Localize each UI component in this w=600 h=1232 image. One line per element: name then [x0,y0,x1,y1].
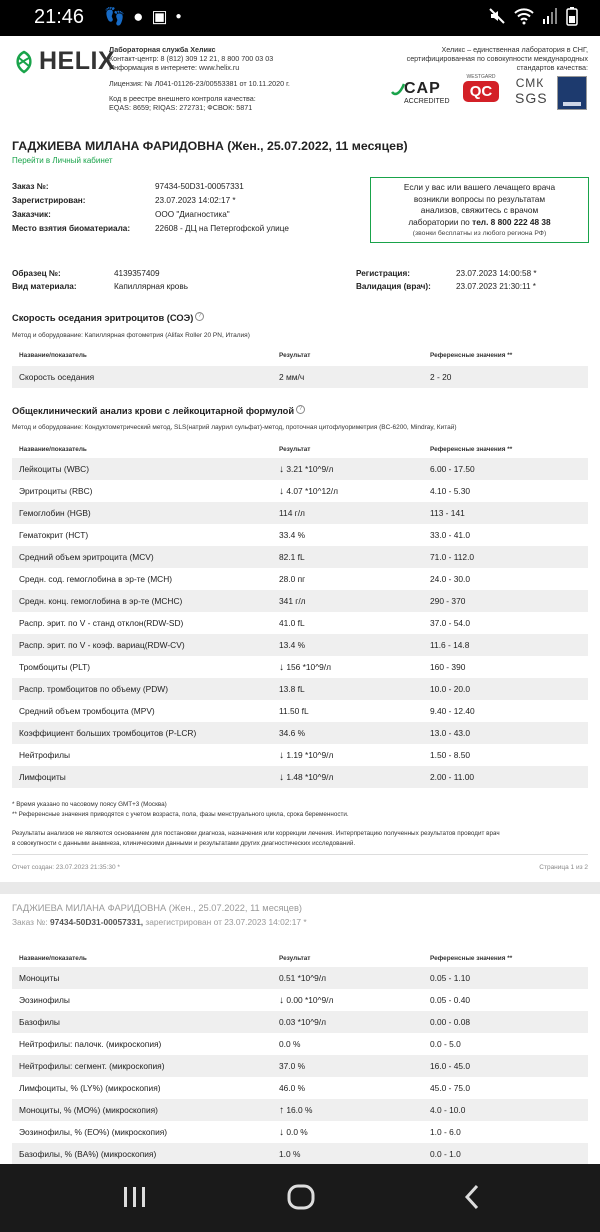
col-name: Название/показатель [19,352,87,359]
notes [12,800,588,819]
row-result: 3.21 *10^9/л [286,464,334,474]
esr-table-header [12,352,588,364]
row-name: Эозинофилы [19,995,70,1005]
battery-icon [566,6,578,26]
row-ref: 1.0 - 6.0 [430,1127,461,1137]
row-ref: 1.50 - 8.50 [430,750,471,760]
certification-logos [390,74,590,114]
report-created: Отчет создан: 23.07.2023 21:35:30 * [12,864,120,871]
row-result: 13.8 fL [279,684,305,694]
registration-label: Регистрация: [356,269,410,278]
chat-bubble-icon: ● [133,7,144,26]
cmk-label: СМК [515,76,545,90]
table-row [12,1055,588,1077]
global-assurance-logo [557,76,587,110]
logo-text: HELIX [39,47,116,75]
esr-method: Метод и оборудование: Капиллярная фотометрия (Alifax Roller 20 PN, Италия) [12,332,250,339]
row-ref: 160 - 390 [430,662,466,672]
mute-icon [488,7,506,25]
col-name: Название/показатель [19,955,87,962]
col-name: Название/показатель [19,446,87,453]
row-ref: 45.0 - 75.0 [430,1083,471,1093]
row-result: 82.1 fL [279,552,305,562]
note-time: * Время указано по часовому поясу GMT+3 (Москва) [12,801,167,808]
cert-line-1: Хеликс – единственная лаборатория в СНГ, [441,45,588,54]
notification-icons [104,7,182,27]
row-ref: 33.0 - 41.0 [430,530,471,540]
recent-apps-icon[interactable] [120,1182,150,1212]
row-ref: 13.0 - 43.0 [430,728,471,738]
row-ref: 4.0 - 10.0 [430,1105,466,1115]
cert-line-3: стандартов качества: [516,63,588,73]
row-name: Нейтрофилы: палочк. (микроскопия) [19,1039,162,1049]
table-row [12,967,588,989]
row-name: Лимфоциты, % (LY%) (микроскопия) [19,1083,161,1093]
cbc-method: Метод и оборудование: Кондуктометрический метод, SLS(натрий лаурил сульфат)-метод, проточная цитофлуориметрия (BC-6200, Mindray, Китай) [12,424,457,431]
row-name: Средний объем тромбоцита (MPV) [19,706,155,716]
table-row [12,722,588,744]
help-line-5: (звонки бесплатны из любого региона РФ) [412,230,547,237]
service-name: Лабораторная служба Хеликс [109,45,216,54]
sample-info [12,269,588,297]
row-name: Распр. тромбоцитов по объему (PDW) [19,684,168,694]
help-line-4: лаборатории по [408,216,470,227]
row-name: Средн. конц. гемоглобина в эр-те (MCHC) [19,596,183,606]
table-row [12,678,588,700]
row-result: 33.4 % [279,530,306,540]
row-name: Скорость оседания [19,372,95,382]
row-name: Нейтрофилы [19,750,71,760]
table-row [12,366,588,388]
table-row [12,612,588,634]
customer-label: Заказчик: [12,210,51,219]
row-ref: 11.6 - 14.8 [430,640,470,650]
validation-label: Валидация (врач): [356,282,431,291]
table-row [12,524,588,546]
sample-value: 4139357409 [114,269,160,278]
row-ref: 24.0 - 30.0 [430,574,471,584]
col-ref: Референсные значения ** [430,955,513,962]
sample-label: Образец №: [12,269,61,278]
row-name: Распр. эрит. по V - станд отклон(RDW-SD) [19,618,184,628]
row-name: Нейтрофилы: сегмент. (микроскопия) [19,1061,165,1071]
qc-label: QC [463,81,499,102]
row-arrow: ↓ [279,662,284,673]
validation-value: 23.07.2023 21:30:11 * [456,282,536,291]
row-result: 34.6 % [279,728,306,738]
contacts: Контакт-центр: 8 (812) 309 12 21, 8 800 700 03 03 [109,54,274,64]
table-row [12,766,588,788]
row-ref: 4.10 - 5.30 [430,486,471,496]
row-result: 1.19 *10^9/л [286,750,334,760]
material-value: Капиллярная кровь [114,282,188,291]
help-line-1: Если у вас или вашего лечащего врача [403,182,556,192]
row-result: 0.00 *10^9/л [286,995,334,1005]
col-ref: Референсные значения ** [430,352,513,359]
row-name: Моноциты, % (MO%) (микроскопия) [19,1105,158,1115]
row-result: 1.0 % [279,1149,301,1159]
row-name: Эритроциты (RBC) [19,486,93,496]
table-row [12,1077,588,1099]
signal-icon [542,7,558,25]
dot-icon: ● [175,11,182,22]
row-name: Лейкоциты (WBC) [19,464,90,474]
page2-table-header [12,955,588,967]
row-arrow: ↓ [279,486,284,497]
cert-line-2: сертифицированная по совокупности международных [406,54,588,64]
table-row [12,1011,588,1033]
table-row [12,634,588,656]
row-result: 114 г/л [279,508,305,518]
table-row [12,1033,588,1055]
registry-line-1: Код в реестре внешнего контроля качества: [109,93,256,103]
certification-text [392,45,588,73]
table-row [12,546,588,568]
row-name: Средний объем эритроцита (MCV) [19,552,154,562]
row-result: 37.0 % [279,1061,306,1071]
row-result: 28.0 пг [279,574,306,584]
row-result: 16.0 % [286,1105,313,1115]
table-row [12,590,588,612]
page2-order-suffix: зарегистрирован от 23.07.2023 14:02:17 * [145,917,307,927]
row-ref: 113 - 141 [430,508,465,518]
report-document[interactable] [0,36,600,1164]
row-result: 11.50 fL [279,706,309,716]
row-result: 341 г/л [279,596,306,606]
row-ref: 0.0 - 1.0 [430,1149,461,1159]
page-footer [12,864,588,871]
table-row [12,656,588,678]
cbc-title [12,405,305,416]
cap-swoosh-icon [390,82,406,98]
disclaimer-line-1: Результаты анализов не являются основанием для постановки диагноза, назначения или коррекции лечения. Интерпретацию полученных результатов проводит врач [12,830,500,837]
footprint-icon: 👣 [104,7,126,26]
col-result: Результат [279,352,311,359]
row-result: 13.4 % [279,640,306,650]
row-result: 2 мм/ч [279,372,305,382]
image-icon: ▣ [151,7,168,26]
order-label: Заказ №: [12,182,49,191]
westgard-qc-logo [463,74,499,102]
divider [12,854,588,855]
cbc-table-header [12,446,588,458]
row-ref: 290 - 370 [430,596,466,606]
page2-patient: ГАДЖИЕВА МИЛАНА ФАРИДОВНА (Жен., 25.07.2022, 11 месяцев) [12,903,302,913]
row-result: 1.48 *10^9/л [286,772,334,782]
row-name: Распр. эрит. по V - коэф. вариац(RDW-CV) [19,640,185,650]
status-bar [0,0,600,36]
android-nav-bar [0,1164,600,1232]
row-ref: 0.05 - 0.40 [430,995,471,1005]
table-row [12,744,588,766]
row-name: Лимфоциты [19,772,66,782]
cbc-title-text: Общеклинический анализ крови с лейкоцитарной формулой [12,406,295,417]
row-arrow: ↓ [279,772,284,783]
cap-logo [390,80,450,105]
info-icon[interactable]: ? [195,312,204,321]
license: Лицензия: № Л041-01126-23/00553381 от 10.11.2020 г. [109,78,290,88]
lab-info [109,45,329,112]
table-row [12,458,588,480]
helix-logo [12,47,115,76]
row-name: Гематокрит (HCT) [19,530,89,540]
table-row [12,1121,588,1143]
table-row [12,989,588,1011]
esr-title [12,312,204,323]
row-name: Эозинофилы, % (EO%) (микроскопия) [19,1127,168,1137]
place-value: 22608 - ДЦ на Петергофской улице [155,224,289,233]
helix-leaf-icon [12,50,36,74]
row-result: 41.0 fL [279,618,305,628]
col-result: Результат [279,446,311,453]
registration-value: 23.07.2023 14:00:58 * [456,269,537,278]
row-ref: 16.0 - 45.0 [430,1061,471,1071]
row-ref: 6.00 - 17.50 [430,464,475,474]
registered-label: Зарегистрирован: [12,196,86,205]
westgard-label: WESTGARD [466,74,496,80]
place-label: Место взятия биоматериала: [12,224,131,233]
row-result: 0.0 % [279,1039,301,1049]
col-ref: Референсные значения ** [430,446,513,453]
row-result: 156 *10^9/л [286,662,332,672]
cap-label: CAP [404,80,441,97]
disclaimer-line-2: в совокупности с данными анамнеза, клиническими данными и результатами других диагностических исследований. [12,839,356,847]
status-time: 21:46 [34,6,85,28]
row-name: Коэффициент больших тромбоцитов (P-LCR) [19,728,197,738]
row-arrow: ↓ [279,995,284,1006]
registry-line-2: EQAS: 8659; RIQAS: 272731; ФСВОК: 5871 [109,103,253,113]
row-ref: 2.00 - 11.00 [430,772,475,782]
disclaimer [12,829,588,848]
row-ref: 0.00 - 0.08 [430,1017,471,1027]
row-ref: 2 - 20 [430,372,452,382]
row-arrow: ↓ [279,750,284,761]
order-value: 97434-50D31-00057331 [155,182,244,191]
row-ref: 9.40 - 12.40 [430,706,475,716]
row-result: 0.0 % [286,1127,308,1137]
table-row [12,1143,588,1164]
registered-value: 23.07.2023 14:02:17 * [155,196,236,205]
sgs-logo [515,76,548,106]
info-icon[interactable]: ? [296,405,305,414]
row-ref: 10.0 - 20.0 [430,684,471,694]
personal-cabinet-link[interactable]: Перейти в Личный кабинет [12,156,113,165]
help-box [370,177,589,243]
home-icon[interactable] [286,1182,316,1212]
col-result: Результат [279,955,311,962]
row-name: Моноциты [19,973,60,983]
table-row [12,568,588,590]
system-icons [488,6,578,26]
row-name: Тромбоциты (PLT) [19,662,91,672]
note-ref: ** Референсные значения приводятся с учетом возраста, пола, фазы менструального цикла, срока беременности. [12,810,349,818]
order-info [12,182,362,242]
patient-name: ГАДЖИЕВА МИЛАНА ФАРИДОВНА (Жен., 25.07.2022, 11 месяцев) [12,139,408,153]
wifi-icon [514,7,534,25]
page2-order-number: 97434-50D31-00057331, [49,917,144,927]
table-row [12,700,588,722]
row-result: 0.03 *10^9/л [279,1017,327,1027]
sgs-label: SGS [515,90,548,106]
customer-value: ООО "Диагностика" [155,210,230,219]
back-icon[interactable] [458,1182,488,1212]
row-arrow: ↓ [279,464,284,475]
esr-title-text: Скорость оседания эритроцитов (СОЭ) [12,313,194,324]
row-result: 46.0 % [279,1083,306,1093]
row-name: Гемоглобин (HGB) [19,508,91,518]
help-line-3: анализов, свяжитесь с врачом [420,205,539,215]
page2-order-prefix: Заказ №: [12,917,48,927]
table-row [12,1099,588,1121]
cap-accredited: ACCREDITED [404,98,450,105]
row-ref: 0.0 - 5.0 [430,1039,461,1049]
page-break [0,882,600,894]
row-name: Базофилы, % (BA%) (микроскопия) [19,1149,157,1159]
help-line-2: возникли вопросы по результатам [413,193,546,204]
row-ref: 71.0 - 112.0 [430,552,475,562]
table-row [12,502,588,524]
row-name: Средн. сод. гемоглобина в эр-те (MCH) [19,574,173,584]
row-result: 4.07 *10^12/л [286,486,338,496]
row-arrow: ↑ [279,1105,284,1116]
row-name: Базофилы [19,1017,60,1027]
material-label: Вид материала: [12,282,77,291]
row-arrow: ↓ [279,1127,284,1138]
page2-order [12,917,307,927]
row-ref: 37.0 - 54.0 [430,618,471,628]
table-row [12,480,588,502]
row-result: 0.51 *10^9/л [279,973,327,983]
page-number: Страница 1 из 2 [539,864,588,871]
help-phone[interactable]: тел. 8 800 222 48 38 [472,216,551,227]
row-ref: 0.05 - 1.10 [430,973,471,983]
website: Информация в интернете: www.helix.ru [109,63,240,73]
